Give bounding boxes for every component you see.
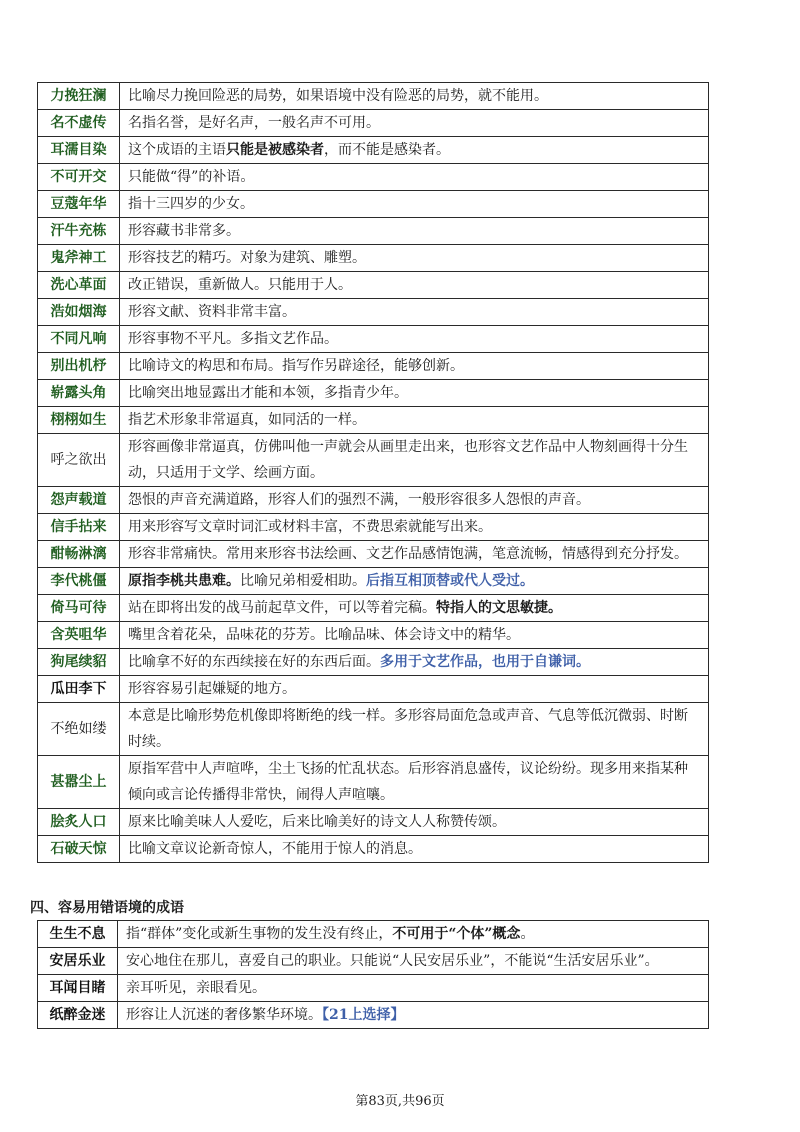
table-row (38, 407, 709, 434)
idiom-explanation (120, 326, 709, 353)
table-row (38, 110, 709, 137)
idiom-term: 安居乐业 (38, 948, 118, 975)
explanation-text: 比喻兄弟相爱相助。 (240, 573, 366, 589)
idiom-explanation (120, 110, 709, 137)
idiom-term: 信手拈来 (38, 514, 120, 541)
idiom-term: 鬼斧神工 (38, 245, 120, 272)
explanation-text: 形容事物不平凡。多指文艺作品。 (128, 331, 338, 347)
idiom-table-main-body (38, 83, 709, 863)
explanation-text: 名指名誉，是好名声，一般名声不可用。 (128, 115, 380, 131)
idiom-term: 含英咀华 (38, 622, 120, 649)
idiom-table-context (37, 920, 709, 1029)
table-row (38, 137, 709, 164)
idiom-table-context-body (38, 921, 709, 1029)
explanation-text: 原指军营中人声喧哗，尘土飞扬的忙乱状态。后形容消息盛传，议论纷纷。现多用来指某种倾向或言论传播得非常快，闹得人声喧嚷。 (128, 761, 688, 803)
explanation-text: 形容非常痛快。常用来形容书法绘画、文艺作品感情饱满，笔意流畅，情感得到充分抒发。 (128, 546, 688, 562)
idiom-term: 倚马可待 (38, 595, 120, 622)
explanation-text: 形容藏书非常多。 (128, 223, 240, 239)
table-row (38, 1002, 709, 1029)
idiom-explanation (120, 568, 709, 595)
idiom-explanation (120, 407, 709, 434)
highlight-note: 【21上选择】 (322, 1007, 405, 1023)
idiom-explanation (120, 380, 709, 407)
idiom-term: 耳濡目染 (38, 137, 120, 164)
emphasis-text: 只能是被感染者 (226, 142, 324, 158)
idiom-term: 洗心革面 (38, 272, 120, 299)
table-row (38, 809, 709, 836)
idiom-explanation (120, 836, 709, 863)
idiom-explanation (120, 434, 709, 487)
idiom-term: 名不虚传 (38, 110, 120, 137)
explanation-text: 只能做“得”的补语。 (128, 169, 255, 185)
emphasis-text: 不可用于“个体”概念 (392, 926, 521, 942)
table-row (38, 948, 709, 975)
idiom-explanation (120, 809, 709, 836)
idiom-term: 脍炙人口 (38, 809, 120, 836)
table-row (38, 380, 709, 407)
table-row (38, 353, 709, 380)
idiom-term: 浩如烟海 (38, 299, 120, 326)
table-row (38, 272, 709, 299)
explanation-text: 指“群体”变化或新生事物的发生没有终止， (126, 926, 393, 942)
section-title: 四、容易用错语境的成语 (30, 900, 184, 916)
explanation-text: 本意是比喻形势危机像即将断绝的线一样。多形容局面危急或声音、气息等低沉微弱、时断时续。 (128, 708, 688, 750)
idiom-explanation (120, 191, 709, 218)
explanation-text: ，而不能是感染者。 (324, 142, 450, 158)
idiom-explanation (120, 353, 709, 380)
table-row (38, 434, 709, 487)
explanation-text: 用来形容写文章时词汇或材料丰富，不费思索就能写出来。 (128, 519, 492, 535)
explanation-text: 站在即将出发的战马前起草文件，可以等着完稿。 (128, 600, 436, 616)
explanation-text: 指十三四岁的少女。 (128, 196, 254, 212)
table-row (38, 299, 709, 326)
explanation-text: 改正错误，重新做人。只能用于人。 (128, 277, 352, 293)
explanation-text: 比喻文章议论新奇惊人，不能用于惊人的消息。 (128, 841, 422, 857)
idiom-term: 酣畅淋漓 (38, 541, 120, 568)
idiom-explanation (118, 1002, 709, 1029)
idiom-explanation (120, 541, 709, 568)
explanation-text: 比喻拿不好的东西续接在好的东西后面。 (128, 654, 380, 670)
explanation-text: 比喻诗文的构思和布局。指写作另辟途径，能够创新。 (128, 358, 464, 374)
table-row (38, 191, 709, 218)
idiom-explanation (120, 83, 709, 110)
explanation-text: 形容容易引起嫌疑的地方。 (128, 681, 296, 697)
explanation-text: 这个成语的主语 (128, 142, 226, 158)
table-row (38, 326, 709, 353)
table-row (38, 568, 709, 595)
table-row (38, 487, 709, 514)
idiom-explanation (118, 948, 709, 975)
idiom-term: 不同凡响 (38, 326, 120, 353)
idiom-explanation (118, 921, 709, 948)
explanation-text: 安心地住在那儿，喜爱自己的职业。只能说“人民安居乐业”，不能说“生活安居乐业”。 (126, 953, 659, 969)
idiom-explanation (120, 164, 709, 191)
idiom-term: 瓜田李下 (38, 676, 120, 703)
table-row (38, 836, 709, 863)
idiom-explanation (118, 975, 709, 1002)
explanation-text: 指艺术形象非常逼真，如同活的一样。 (128, 412, 366, 428)
table-row (38, 703, 709, 756)
idiom-term: 豆蔻年华 (38, 191, 120, 218)
idiom-explanation (120, 487, 709, 514)
table-row (38, 541, 709, 568)
idiom-term: 石破天惊 (38, 836, 120, 863)
idiom-term: 不可开交 (38, 164, 120, 191)
idiom-term: 生生不息 (38, 921, 118, 948)
idiom-explanation (120, 272, 709, 299)
highlight-note: 后指互相顶替或代人受过。 (366, 573, 534, 589)
table-row (38, 622, 709, 649)
idiom-term: 狗尾续貂 (38, 649, 120, 676)
emphasis-text: 原指李桃共患难。 (128, 573, 240, 589)
idiom-explanation (120, 299, 709, 326)
table-row (38, 218, 709, 245)
explanation-text: 原来比喻美味人人爱吃，后来比喻美好的诗文人人称赞传颂。 (128, 814, 506, 830)
idiom-table-main (37, 82, 709, 863)
explanation-text: 形容文献、资料非常丰富。 (128, 304, 296, 320)
idiom-term: 耳闻目睹 (38, 975, 118, 1002)
idiom-explanation (120, 676, 709, 703)
idiom-term: 李代桃僵 (38, 568, 120, 595)
idiom-term: 不绝如缕 (38, 703, 120, 756)
explanation-text: 怨恨的声音充满道路，形容人们的强烈不满，一般形容很多人怨恨的声音。 (128, 492, 590, 508)
explanation-text: 形容画像非常逼真，仿佛叫他一声就会从画里走出来，也形容文艺作品中人物刻画得十分生动，只适用于文学、绘画方面。 (128, 439, 688, 481)
idiom-explanation (120, 245, 709, 272)
idiom-explanation (120, 218, 709, 245)
page-number: 第83页,共96页 (355, 1094, 445, 1109)
table-row (38, 756, 709, 809)
explanation-text: 。 (520, 926, 535, 942)
explanation-text: 形容让人沉迷的奢侈繁华环境。 (126, 1007, 322, 1023)
explanation-text: 形容技艺的精巧。对象为建筑、雕塑。 (128, 250, 366, 266)
idiom-term: 呼之欲出 (38, 434, 120, 487)
table-row (38, 245, 709, 272)
explanation-text: 亲耳听见，亲眼看见。 (126, 980, 266, 996)
idiom-term: 栩栩如生 (38, 407, 120, 434)
idiom-explanation (120, 703, 709, 756)
emphasis-text: 特指人的文思敏捷。 (436, 600, 562, 616)
idiom-term: 怨声载道 (38, 487, 120, 514)
idiom-term: 力挽狂澜 (38, 83, 120, 110)
table-row (38, 921, 709, 948)
table-row (38, 164, 709, 191)
idiom-term: 纸醉金迷 (38, 1002, 118, 1029)
table-row (38, 975, 709, 1002)
idiom-term: 汗牛充栋 (38, 218, 120, 245)
idiom-term: 别出机杼 (38, 353, 120, 380)
idiom-explanation (120, 137, 709, 164)
idiom-term: 崭露头角 (38, 380, 120, 407)
table-row (38, 676, 709, 703)
table-row (38, 649, 709, 676)
highlight-note: 多用于文艺作品，也用于自谦词。 (380, 654, 590, 670)
idiom-explanation (120, 514, 709, 541)
table-row (38, 514, 709, 541)
table-row (38, 83, 709, 110)
explanation-text: 比喻突出地显露出才能和本领，多指青少年。 (128, 385, 408, 401)
idiom-explanation (120, 595, 709, 622)
idiom-explanation (120, 649, 709, 676)
explanation-text: 比喻尽力挽回险恶的局势，如果语境中没有险恶的局势，就不能用。 (128, 88, 548, 104)
table-row (38, 595, 709, 622)
idiom-explanation (120, 756, 709, 809)
idiom-explanation (120, 622, 709, 649)
idiom-term: 甚嚣尘上 (38, 756, 120, 809)
explanation-text: 嘴里含着花朵，品味花的芬芳。比喻品味、体会诗文中的精华。 (128, 627, 520, 643)
